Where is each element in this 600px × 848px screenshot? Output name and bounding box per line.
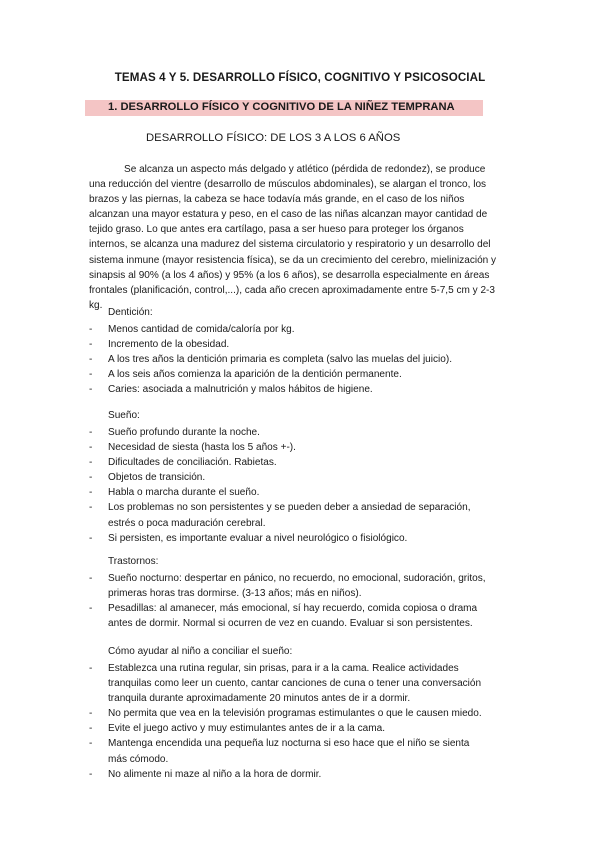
list-item-text: Si persisten, es importante evaluar a nivel neurológico o fisiológico. [108,532,408,544]
bullet-dash: - [89,532,93,544]
list-item-text: estrés o poca maduración cerebral. [108,517,266,529]
sueno-label: Sueño: [108,410,140,421]
list-item-text: Incremento de la obesidad. [108,339,230,351]
trastornos-label: Trastornos: [108,556,159,567]
list-item-text: antes de dormir. Normal si ocurren de vez en cuando. Evaluar si son persistentes. [108,618,473,630]
list-item [89,706,529,721]
list-item [89,736,529,766]
list-item-text: Evite el juego activo y muy estimulantes antes de ir a la cama. [108,723,385,735]
list-item [89,500,529,530]
bullet-dash: - [89,738,93,750]
list-item [89,425,529,440]
list-item-text: Establezca una rutina regular, sin prisas, para ir a la cama. Realice actividades [108,663,459,674]
intro-line: tejido graso. Lo que antes era cartílago, pasa a ser hueso para proteger los órganos [89,224,464,236]
bullet-dash: - [89,663,93,674]
list-item-text: Sueño nocturno: despertar en pánico, no recuerdo, no emocional, sudoración, gritos, [108,573,486,584]
bullet-dash: - [89,768,93,780]
list-item-text: A los tres años la dentición primaria es completa (salvo las muelas del juicio). [108,354,452,366]
intro-line: frontales (planificación, control,...), cada año crecen aproximadamente entre 5-7,5 cm y 2-3 [89,284,495,296]
list-item [89,455,529,470]
bullet-dash: - [89,573,93,584]
bullet-dash: - [89,427,93,438]
sub-heading: DESARROLLO FÍSICO: DE LOS 3 A LOS 6 AÑOS [146,132,401,144]
list-item-text: Objetos de transición. [108,472,206,484]
intro-line: brazos y las piernas, la cabeza se hace todavía más grande, en el caso de los niños [89,194,465,206]
list-item [89,485,529,500]
bullet-dash: - [89,324,93,335]
list-item-text: primeras horas tras dormirse. (3-13 años; más en niños). [108,588,362,600]
list-item-text: A los seis años comienza la aparición de la dentición permanente. [108,369,402,381]
denticion-list [89,322,529,397]
bullet-dash: - [89,603,93,615]
trastornos-list [89,571,529,631]
list-item [89,661,529,706]
list-item-text: No alimente ni maze al niño a la hora de dormir. [108,768,322,780]
list-item [89,531,529,546]
list-item [89,352,529,367]
list-item-text: Caries: asociada a malnutrición y malos hábitos de higiene. [108,384,373,396]
bullet-dash: - [89,354,93,366]
intro-line: una reducción del vientre (desarrollo de músculos abdominales), se alargan el tronco, los [89,179,487,191]
list-item [89,601,529,631]
bullet-dash: - [89,502,93,514]
list-item-text: Mantenga encendida una pequeña luz nocturna si eso hace que el niño se sienta [108,738,470,750]
intro-line: kg. [89,299,103,311]
list-item-text: Sueño profundo durante la noche. [108,427,260,438]
bullet-dash: - [89,339,93,351]
list-item-text: Pesadillas: al amanecer, más emocional, sí hay recuerdo, comida copiosa o drama [108,603,478,615]
bullet-dash: - [89,457,93,469]
list-item-text: Menos cantidad de comida/caloría por kg. [108,324,295,335]
bullet-dash: - [89,384,93,396]
list-item [89,571,529,601]
bullet-dash: - [89,723,93,735]
denticion-label: Dentición: [108,307,153,318]
ayuda-list [89,661,529,782]
intro-line: internos, se alcanza una madurez del sistema circulatorio y respiratorio y un desarrollo del [89,239,491,251]
sueno-list [89,425,529,546]
ayuda-label: Cómo ayudar al niño a conciliar el sueño: [108,646,293,657]
list-item-text: Los problemas no son persistentes y se pueden deber a ansiedad de separación, [108,502,471,514]
intro-line: sinapsis al 90% (a los 4 años) y 95% (a los 6 años), se desarrolla especialmente en áreas [89,269,490,281]
intro-line: sistema inmune (mayor resistencia física), se da un crecimiento del cerebro, mielinización y [89,254,497,266]
bullet-dash: - [89,369,93,381]
list-item-text: más cómodo. [108,753,169,765]
section-heading: 1. DESARROLLO FÍSICO Y COGNITIVO DE LA NIÑEZ TEMPRANA [108,101,455,113]
list-item-text: tranquilas como leer un cuento, cantar canciones de cuna o tener una conversación [108,678,482,690]
list-item [89,470,529,485]
list-item-text: Habla o marcha durante el sueño. [108,487,260,499]
document-title: TEMAS 4 Y 5. DESARROLLO FÍSICO, COGNITIVO Y PSICOSOCIAL [114,71,486,84]
list-item-text: Dificultades de conciliación. Rabietas. [108,457,277,469]
list-item [89,440,529,455]
list-item [89,767,529,782]
list-item-text: Necesidad de siesta (hasta los 5 años +-). [108,442,296,454]
intro-paragraph [89,162,517,313]
intro-line: alcanzan una mayor estatura y peso, en el caso de las niñas alcanzan mayor cantidad de [89,209,488,221]
list-item [89,337,529,352]
bullet-dash: - [89,472,93,484]
bullet-dash: - [89,708,93,720]
list-item [89,367,529,382]
bullet-dash: - [89,487,93,499]
list-item [89,382,529,397]
intro-line: Se alcanza un aspecto más delgado y atlético (pérdida de redondez), se produce [124,164,486,175]
bullet-dash: - [89,442,93,454]
list-item-text: No permita que vea en la televisión programas estimulantes o que le causen miedo. [108,708,482,720]
list-item [89,322,529,337]
list-item-text: tranquila durante aproximadamente 20 minutos antes de ir a dormir. [108,693,411,705]
list-item [89,721,529,736]
